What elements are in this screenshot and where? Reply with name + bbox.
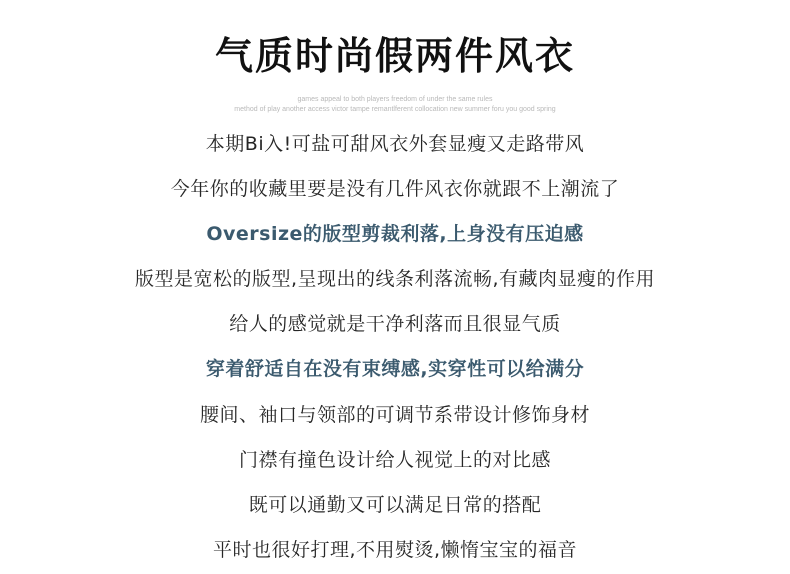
description-line-4: 给人的感觉就是干净利落而且很显气质	[229, 313, 561, 335]
description-line-5: 腰间、袖口与领部的可调节系带设计修饰身材	[199, 404, 590, 426]
highlight-line-1: Oversize的版型剪裁利落,上身没有压迫感	[206, 223, 584, 245]
description-line-3: 版型是宽松的版型,呈现出的线条利落流畅,有藏肉显瘦的作用	[134, 268, 656, 290]
description-line-6: 门襟有撞色设计给人视觉上的对比感	[238, 449, 551, 471]
page-title: 气质时尚假两件风衣	[214, 34, 575, 78]
english-tagline-1: games appeal to both players freedom of under the same rules	[297, 96, 493, 103]
description-line-1: 本期Bi入!可盐可甜风衣外套显瘦又走路带风	[205, 133, 585, 155]
english-tagline-2: method of play another access victor tampe remantlferent collocation new summer foru you good spring	[234, 106, 556, 113]
description-line-2: 今年你的收藏里要是没有几件风衣你就跟不上潮流了	[170, 178, 620, 200]
highlight-line-2: 穿着舒适自在没有束缚感,实穿性可以给满分	[205, 358, 585, 380]
description-line-8: 平时也很好打理,不用熨烫,懒惰宝宝的福音	[212, 539, 578, 561]
description-line-7: 既可以通勤又可以满足日常的搭配	[248, 494, 542, 516]
